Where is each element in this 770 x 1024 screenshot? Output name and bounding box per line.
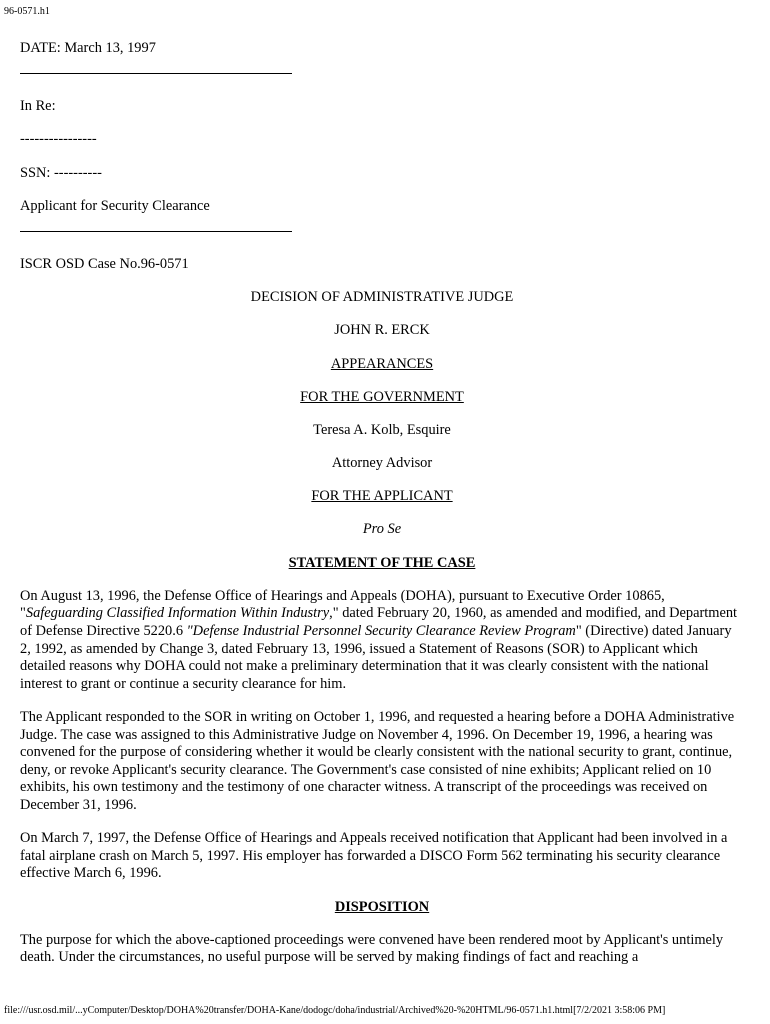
for-applicant-heading: FOR THE APPLICANT bbox=[311, 488, 453, 505]
disposition-paragraph-1: The purpose for which the above-captioned proceedings were convened have been rendered moot by Applicant's untimely death. Under the circumstances, no useful purpose will be served by making findings of fact and reaching a bbox=[20, 931, 724, 966]
directive-title: "Defense Industrial Personnel Security Clearance Review Program bbox=[186, 623, 576, 639]
document-body bbox=[20, 40, 744, 982]
page-header-file-label: 96-0571.h1 bbox=[4, 6, 50, 17]
statement-paragraph-3: On March 7, 1997, the Defense Office of Hearings and Appeals received notification that Applicant had been involved in a fatal airplane crash on March 5, 1997. His employer has forwarded a DISCO Form 562 terminating his security clearance effective March 6, 1996. bbox=[20, 830, 728, 882]
judge-name: JOHN R. ERCK bbox=[334, 322, 430, 339]
decision-title: DECISION OF ADMINISTRATIVE JUDGE bbox=[250, 289, 514, 306]
applicant-counsel: Pro Se bbox=[362, 521, 402, 538]
decision-date: DATE: March 13, 1997 bbox=[20, 40, 156, 56]
applicant-name-redacted: ---------------- bbox=[20, 131, 97, 148]
applicant-description: Applicant for Security Clearance bbox=[20, 197, 210, 214]
caption-divider-bottom bbox=[20, 231, 292, 232]
caption-divider-top bbox=[20, 73, 292, 74]
in-re-label: In Re: bbox=[20, 98, 56, 115]
disposition-heading: DISPOSITION bbox=[334, 898, 430, 915]
for-government-heading: FOR THE GOVERNMENT bbox=[300, 388, 464, 405]
government-counsel-name: Teresa A. Kolb, Esquire bbox=[313, 421, 451, 438]
page-footer-file-path: file:///usr.osd.mil/...yComputer/Desktop/DOHA%20transfer/DOHA-Kane/dodogc/doha/industrial/Archived%20-%20HTML/96-0571.h1.html[7/2/2021 3:58:06 PM] bbox=[4, 1005, 666, 1016]
appearances-heading: APPEARANCES bbox=[330, 355, 434, 372]
executive-order-title: Safeguarding Classified Information Within Industry bbox=[25, 605, 330, 622]
statement-paragraph-1: On August 13, 1996, the Defense Office of Hearings and Appeals (DOHA), pursuant to Executive Order 10865, "Safeguarding Classified Information Within Industry," dated February 20, 1960, as amended and modified, and Department of Defense Directive 5220.6 "Defense Industrial Personnel Security Clearance Review Program" (Directive) dated January 2, 1992, as amended by Change 3, dated February 13, 1996, issued a Statement of Reasons (SOR) to Applicant which detailed reasons why DOHA could not make a preliminary determination that it was clearly consistent with the national interest to grant or continue a security clearance for him. bbox=[20, 587, 738, 692]
case-number: ISCR OSD Case No.96-0571 bbox=[20, 255, 189, 272]
government-counsel-title: Attorney Advisor bbox=[331, 455, 433, 472]
ssn-line: SSN: ---------- bbox=[20, 164, 102, 181]
statement-of-case-heading: STATEMENT OF THE CASE bbox=[288, 554, 476, 571]
statement-paragraph-2: The Applicant responded to the SOR in writing on October 1, 1996, and requested a hearing before a DOHA Administrative Judge. The case was assigned to this Administrative Judge on November 4, 1996. On December 19, 1996, a hearing was convened for the purpose of considering whether it would be clearly consistent with the national security to grant, continue, deny, or revoke Applicant's security clearance. The Government's case consisted of nine exhibits; Applicant relied on 10 exhibits, his own testimony and the testimony of one character witness. A transcript of the proceedings was received on December 31, 1996. bbox=[20, 708, 735, 813]
